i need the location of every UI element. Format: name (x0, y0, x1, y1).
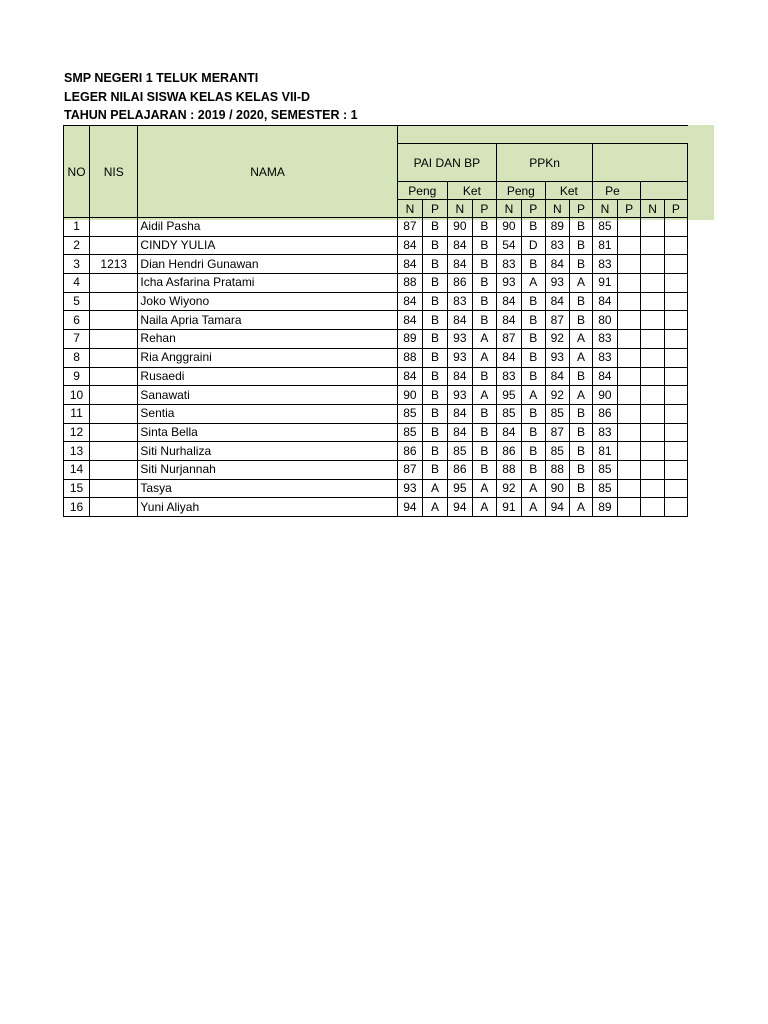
pai-ket-n-cell: 93 (447, 330, 472, 349)
pai-ket-n-cell: 84 (447, 311, 472, 330)
pai-ket-n-cell: 95 (447, 479, 472, 498)
next-peng-n-cell: 86 (593, 404, 618, 423)
ppkn-ket-p-cell: B (569, 423, 592, 442)
pai-peng-p-cell: B (423, 404, 448, 423)
col-nis-header: NIS (90, 126, 138, 218)
pai-ket-p-cell: B (472, 218, 496, 237)
pai-ket-p-cell: A (472, 386, 496, 405)
n-header: N (545, 200, 569, 218)
next-peng-n-cell: 81 (593, 236, 618, 255)
table-row (64, 479, 688, 498)
row-name-cell: Icha Asfarina Pratami (138, 274, 397, 293)
ppkn-ket-header: Ket (545, 182, 592, 200)
col-no-header: NO (64, 126, 90, 218)
ppkn-ket-p-cell: A (569, 348, 592, 367)
row-nis-cell (90, 236, 138, 255)
next-ket-n-cell (641, 274, 664, 293)
row-no-cell: 3 (64, 255, 90, 274)
next-peng-n-cell: 83 (593, 423, 618, 442)
ppkn-ket-p-cell: B (569, 236, 592, 255)
row-no-cell: 11 (64, 404, 90, 423)
ppkn-peng-n-cell: 84 (497, 348, 522, 367)
pai-peng-p-cell: B (423, 311, 448, 330)
pai-peng-n-cell: 84 (397, 292, 422, 311)
next-ket-n-cell (641, 330, 664, 349)
pai-ket-p-cell: B (472, 442, 496, 461)
pai-ket-p-cell: B (472, 367, 496, 386)
next-ket-p-cell (664, 330, 687, 349)
next-ket-n-cell (641, 311, 664, 330)
ppkn-ket-p-cell: B (569, 460, 592, 479)
p-header: P (423, 200, 448, 218)
ppkn-ket-p-cell: B (569, 404, 592, 423)
next-ket-p-cell (664, 498, 687, 517)
ppkn-peng-p-cell: A (521, 274, 545, 293)
next-peng-p-cell (617, 442, 641, 461)
next-ket-n-cell (641, 460, 664, 479)
ppkn-peng-n-cell: 88 (497, 460, 522, 479)
next-peng-n-cell: 83 (593, 330, 618, 349)
ppkn-ket-p-cell: B (569, 311, 592, 330)
ppkn-peng-n-cell: 85 (497, 404, 522, 423)
next-peng-n-cell: 85 (593, 460, 618, 479)
pai-peng-n-cell: 88 (397, 274, 422, 293)
row-no-cell: 10 (64, 386, 90, 405)
row-no-cell: 8 (64, 348, 90, 367)
pai-peng-p-cell: B (423, 292, 448, 311)
row-name-cell: Siti Nurhaliza (138, 442, 397, 461)
ppkn-ket-n-cell: 92 (545, 386, 569, 405)
pai-ket-n-cell: 86 (447, 460, 472, 479)
row-nis-cell (90, 404, 138, 423)
ppkn-peng-p-cell: D (521, 236, 545, 255)
p-header: P (472, 200, 496, 218)
next-ket-p-cell (664, 423, 687, 442)
row-no-cell: 14 (64, 460, 90, 479)
table-row (64, 404, 688, 423)
row-name-cell: Naila Apria Tamara (138, 311, 397, 330)
ppkn-peng-n-cell: 83 (497, 255, 522, 274)
next-peng-n-cell: 81 (593, 442, 618, 461)
pai-ket-p-cell: B (472, 292, 496, 311)
row-name-cell: Joko Wiyono (138, 292, 397, 311)
next-ket-p-cell (664, 236, 687, 255)
n-header: N (641, 200, 664, 218)
ppkn-ket-p-cell: A (569, 274, 592, 293)
next-peng-p-cell (617, 460, 641, 479)
row-nis-cell (90, 292, 138, 311)
next-peng-p-cell (617, 292, 641, 311)
pai-ket-n-cell: 84 (447, 367, 472, 386)
n-header: N (447, 200, 472, 218)
pai-peng-n-cell: 84 (397, 311, 422, 330)
row-nis-cell (90, 218, 138, 237)
ppkn-ket-p-cell: B (569, 255, 592, 274)
ppkn-peng-p-cell: B (521, 292, 545, 311)
row-no-cell: 4 (64, 274, 90, 293)
next-ket-p-cell (664, 460, 687, 479)
ppkn-ket-n-cell: 85 (545, 404, 569, 423)
ppkn-ket-n-cell: 84 (545, 255, 569, 274)
pai-peng-n-cell: 94 (397, 498, 422, 517)
ppkn-peng-p-cell: B (521, 367, 545, 386)
next-ket-p-cell (664, 386, 687, 405)
next-peng-header: Pe (593, 182, 641, 200)
next-peng-p-cell (617, 255, 641, 274)
row-nis-cell (90, 367, 138, 386)
next-ket-n-cell (641, 479, 664, 498)
pai-peng-p-cell: B (423, 348, 448, 367)
next-peng-n-cell: 85 (593, 218, 618, 237)
pai-peng-n-cell: 84 (397, 255, 422, 274)
next-ket-n-cell (641, 498, 664, 517)
next-ket-n-cell (641, 367, 664, 386)
row-no-cell: 5 (64, 292, 90, 311)
next-peng-n-cell: 80 (593, 311, 618, 330)
next-ket-header (641, 182, 688, 200)
pai-ket-p-cell: B (472, 236, 496, 255)
row-nis-cell (90, 498, 138, 517)
row-name-cell: Rehan (138, 330, 397, 349)
n-header: N (593, 200, 618, 218)
subject-pai-header: PAI DAN BP (397, 144, 496, 182)
row-name-cell: CINDY YULIA (138, 236, 397, 255)
ppkn-peng-header: Peng (497, 182, 546, 200)
next-ket-n-cell (641, 386, 664, 405)
ppkn-peng-p-cell: A (521, 498, 545, 517)
pai-peng-n-cell: 89 (397, 330, 422, 349)
pai-ket-n-cell: 84 (447, 423, 472, 442)
ppkn-peng-p-cell: A (521, 479, 545, 498)
next-peng-n-cell: 84 (593, 367, 618, 386)
row-no-cell: 16 (64, 498, 90, 517)
row-no-cell: 7 (64, 330, 90, 349)
ppkn-peng-n-cell: 54 (497, 236, 522, 255)
p-header: P (664, 200, 687, 218)
table-row (64, 348, 688, 367)
pai-peng-p-cell: B (423, 460, 448, 479)
ppkn-ket-p-cell: B (569, 367, 592, 386)
next-peng-n-cell: 83 (593, 348, 618, 367)
ppkn-ket-n-cell: 93 (545, 274, 569, 293)
next-peng-p-cell (617, 479, 641, 498)
ppkn-ket-n-cell: 83 (545, 236, 569, 255)
ppkn-ket-n-cell: 92 (545, 330, 569, 349)
p-header: P (521, 200, 545, 218)
pai-ket-p-cell: A (472, 348, 496, 367)
col-nama-header: NAMA (138, 126, 397, 218)
ppkn-peng-p-cell: B (521, 348, 545, 367)
row-name-cell: Siti Nurjannah (138, 460, 397, 479)
pai-ket-n-cell: 84 (447, 236, 472, 255)
next-peng-n-cell: 91 (593, 274, 618, 293)
table-row (64, 442, 688, 461)
table-row (64, 367, 688, 386)
next-peng-n-cell: 89 (593, 498, 618, 517)
ppkn-peng-n-cell: 91 (497, 498, 522, 517)
table-row (64, 236, 688, 255)
next-ket-p-cell (664, 274, 687, 293)
row-nis-cell (90, 386, 138, 405)
next-peng-p-cell (617, 330, 641, 349)
ppkn-ket-p-cell: A (569, 386, 592, 405)
ppkn-peng-p-cell: B (521, 311, 545, 330)
pai-peng-p-cell: B (423, 236, 448, 255)
row-name-cell: Sanawati (138, 386, 397, 405)
next-ket-n-cell (641, 255, 664, 274)
school-name: SMP NEGERI 1 TELUK MERANTI (64, 71, 259, 85)
ppkn-peng-p-cell: B (521, 218, 545, 237)
row-nis-cell (90, 348, 138, 367)
ppkn-ket-p-cell: B (569, 292, 592, 311)
ppkn-ket-n-cell: 90 (545, 479, 569, 498)
row-nis-cell (90, 442, 138, 461)
next-ket-p-cell (664, 218, 687, 237)
pai-peng-n-cell: 90 (397, 386, 422, 405)
next-ket-p-cell (664, 255, 687, 274)
pai-peng-n-cell: 85 (397, 404, 422, 423)
row-nis-cell (90, 423, 138, 442)
pai-ket-p-cell: A (472, 479, 496, 498)
pai-ket-n-cell: 94 (447, 498, 472, 517)
next-peng-p-cell (617, 367, 641, 386)
row-name-cell: Dian Hendri Gunawan (138, 255, 397, 274)
ppkn-ket-p-cell: B (569, 442, 592, 461)
ppkn-ket-n-cell: 87 (545, 423, 569, 442)
ppkn-peng-p-cell: B (521, 255, 545, 274)
next-peng-p-cell (617, 404, 641, 423)
table-row (64, 386, 688, 405)
row-nis-cell (90, 479, 138, 498)
next-peng-p-cell (617, 311, 641, 330)
table-row (64, 423, 688, 442)
next-peng-p-cell (617, 348, 641, 367)
pai-peng-p-cell: A (423, 479, 448, 498)
ppkn-peng-n-cell: 92 (497, 479, 522, 498)
next-ket-p-cell (664, 311, 687, 330)
ppkn-ket-n-cell: 93 (545, 348, 569, 367)
next-peng-p-cell (617, 423, 641, 442)
n-header: N (397, 200, 422, 218)
ppkn-peng-p-cell: B (521, 442, 545, 461)
pai-ket-p-cell: B (472, 311, 496, 330)
ppkn-peng-p-cell: B (521, 330, 545, 349)
ppkn-peng-n-cell: 93 (497, 274, 522, 293)
row-no-cell: 2 (64, 236, 90, 255)
next-ket-n-cell (641, 292, 664, 311)
pai-ket-p-cell: B (472, 423, 496, 442)
next-peng-n-cell: 84 (593, 292, 618, 311)
ppkn-peng-n-cell: 95 (497, 386, 522, 405)
ppkn-ket-n-cell: 84 (545, 367, 569, 386)
table-row (64, 274, 688, 293)
row-name-cell: Sinta Bella (138, 423, 397, 442)
next-peng-p-cell (617, 386, 641, 405)
pai-ket-header: Ket (447, 182, 496, 200)
row-no-cell: 12 (64, 423, 90, 442)
ppkn-ket-p-cell: B (569, 218, 592, 237)
next-ket-p-cell (664, 442, 687, 461)
grades-table (63, 125, 688, 517)
grades-body (64, 218, 688, 517)
ppkn-ket-n-cell: 89 (545, 218, 569, 237)
row-name-cell: Tasya (138, 479, 397, 498)
ppkn-ket-p-cell: A (569, 330, 592, 349)
pai-ket-n-cell: 93 (447, 348, 472, 367)
ppkn-ket-n-cell: 87 (545, 311, 569, 330)
ppkn-peng-n-cell: 84 (497, 311, 522, 330)
next-peng-p-cell (617, 498, 641, 517)
row-no-cell: 9 (64, 367, 90, 386)
pai-ket-p-cell: B (472, 255, 496, 274)
ppkn-ket-p-cell: B (569, 479, 592, 498)
next-ket-p-cell (664, 292, 687, 311)
table-row (64, 255, 688, 274)
ppkn-ket-n-cell: 88 (545, 460, 569, 479)
pai-peng-p-cell: B (423, 423, 448, 442)
row-no-cell: 6 (64, 311, 90, 330)
ppkn-peng-n-cell: 90 (497, 218, 522, 237)
table-row (64, 460, 688, 479)
ppkn-peng-p-cell: B (521, 423, 545, 442)
next-peng-n-cell: 83 (593, 255, 618, 274)
row-nis-cell: 1213 (90, 255, 138, 274)
ppkn-ket-n-cell: 85 (545, 442, 569, 461)
ppkn-peng-n-cell: 87 (497, 330, 522, 349)
p-header: P (617, 200, 641, 218)
n-header: N (497, 200, 522, 218)
ppkn-ket-p-cell: A (569, 498, 592, 517)
subjects-band (397, 126, 687, 144)
row-nis-cell (90, 311, 138, 330)
next-ket-n-cell (641, 236, 664, 255)
pai-peng-n-cell: 87 (397, 218, 422, 237)
pai-ket-n-cell: 84 (447, 404, 472, 423)
next-ket-n-cell (641, 218, 664, 237)
pai-peng-p-cell: B (423, 367, 448, 386)
row-no-cell: 13 (64, 442, 90, 461)
row-nis-cell (90, 460, 138, 479)
row-name-cell: Sentia (138, 404, 397, 423)
pai-peng-n-cell: 84 (397, 367, 422, 386)
ppkn-peng-p-cell: B (521, 460, 545, 479)
pai-peng-p-cell: B (423, 218, 448, 237)
pai-ket-p-cell: A (472, 498, 496, 517)
row-name-cell: Rusaedi (138, 367, 397, 386)
next-ket-p-cell (664, 348, 687, 367)
table-row (64, 311, 688, 330)
table-row (64, 330, 688, 349)
next-ket-n-cell (641, 423, 664, 442)
table-row (64, 498, 688, 517)
p-header: P (569, 200, 592, 218)
pai-peng-n-cell: 85 (397, 423, 422, 442)
table-row (64, 292, 688, 311)
ppkn-peng-n-cell: 83 (497, 367, 522, 386)
row-no-cell: 15 (64, 479, 90, 498)
next-ket-p-cell (664, 404, 687, 423)
pai-peng-n-cell: 88 (397, 348, 422, 367)
pai-ket-p-cell: A (472, 330, 496, 349)
pai-peng-p-cell: B (423, 330, 448, 349)
ppkn-ket-n-cell: 84 (545, 292, 569, 311)
pai-peng-n-cell: 86 (397, 442, 422, 461)
pai-ket-n-cell: 84 (447, 255, 472, 274)
next-peng-n-cell: 85 (593, 479, 618, 498)
pai-ket-n-cell: 83 (447, 292, 472, 311)
ppkn-peng-n-cell: 84 (497, 423, 522, 442)
next-peng-p-cell (617, 236, 641, 255)
leger-title: LEGER NILAI SISWA KELAS KELAS VII-D (64, 89, 311, 104)
pai-ket-n-cell: 93 (447, 386, 472, 405)
pai-peng-p-cell: B (423, 386, 448, 405)
row-no-cell: 1 (64, 218, 90, 237)
pai-peng-p-cell: A (423, 498, 448, 517)
next-peng-p-cell (617, 218, 641, 237)
row-name-cell: Aidil Pasha (138, 218, 397, 237)
row-name-cell: Yuni Aliyah (138, 498, 397, 517)
next-ket-p-cell (664, 367, 687, 386)
row-nis-cell (90, 330, 138, 349)
next-ket-p-cell (664, 479, 687, 498)
next-peng-n-cell: 90 (593, 386, 618, 405)
row-nis-cell (90, 274, 138, 293)
pai-ket-p-cell: B (472, 404, 496, 423)
ppkn-peng-n-cell: 86 (497, 442, 522, 461)
ppkn-peng-p-cell: B (521, 404, 545, 423)
pai-peng-p-cell: B (423, 255, 448, 274)
table-row (64, 218, 688, 237)
pai-ket-n-cell: 85 (447, 442, 472, 461)
pai-peng-n-cell: 87 (397, 460, 422, 479)
row-name-cell: Ria Anggraini (138, 348, 397, 367)
next-peng-p-cell (617, 274, 641, 293)
pai-peng-n-cell: 84 (397, 236, 422, 255)
pai-ket-p-cell: B (472, 460, 496, 479)
subject-ppkn-header: PPKn (497, 144, 593, 182)
pai-peng-header: Peng (397, 182, 447, 200)
pai-peng-p-cell: B (423, 274, 448, 293)
next-ket-n-cell (641, 348, 664, 367)
ppkn-peng-n-cell: 84 (497, 292, 522, 311)
academic-year: TAHUN PELAJARAN : 2019 / 2020, SEMESTER : 1 (64, 108, 358, 122)
subject-next-header (593, 144, 688, 182)
pai-ket-p-cell: B (472, 274, 496, 293)
ppkn-peng-p-cell: A (521, 386, 545, 405)
pai-ket-n-cell: 90 (447, 218, 472, 237)
ppkn-ket-n-cell: 94 (545, 498, 569, 517)
pai-peng-n-cell: 93 (397, 479, 422, 498)
pai-ket-n-cell: 86 (447, 274, 472, 293)
next-ket-n-cell (641, 404, 664, 423)
pai-peng-p-cell: B (423, 442, 448, 461)
next-ket-n-cell (641, 442, 664, 461)
